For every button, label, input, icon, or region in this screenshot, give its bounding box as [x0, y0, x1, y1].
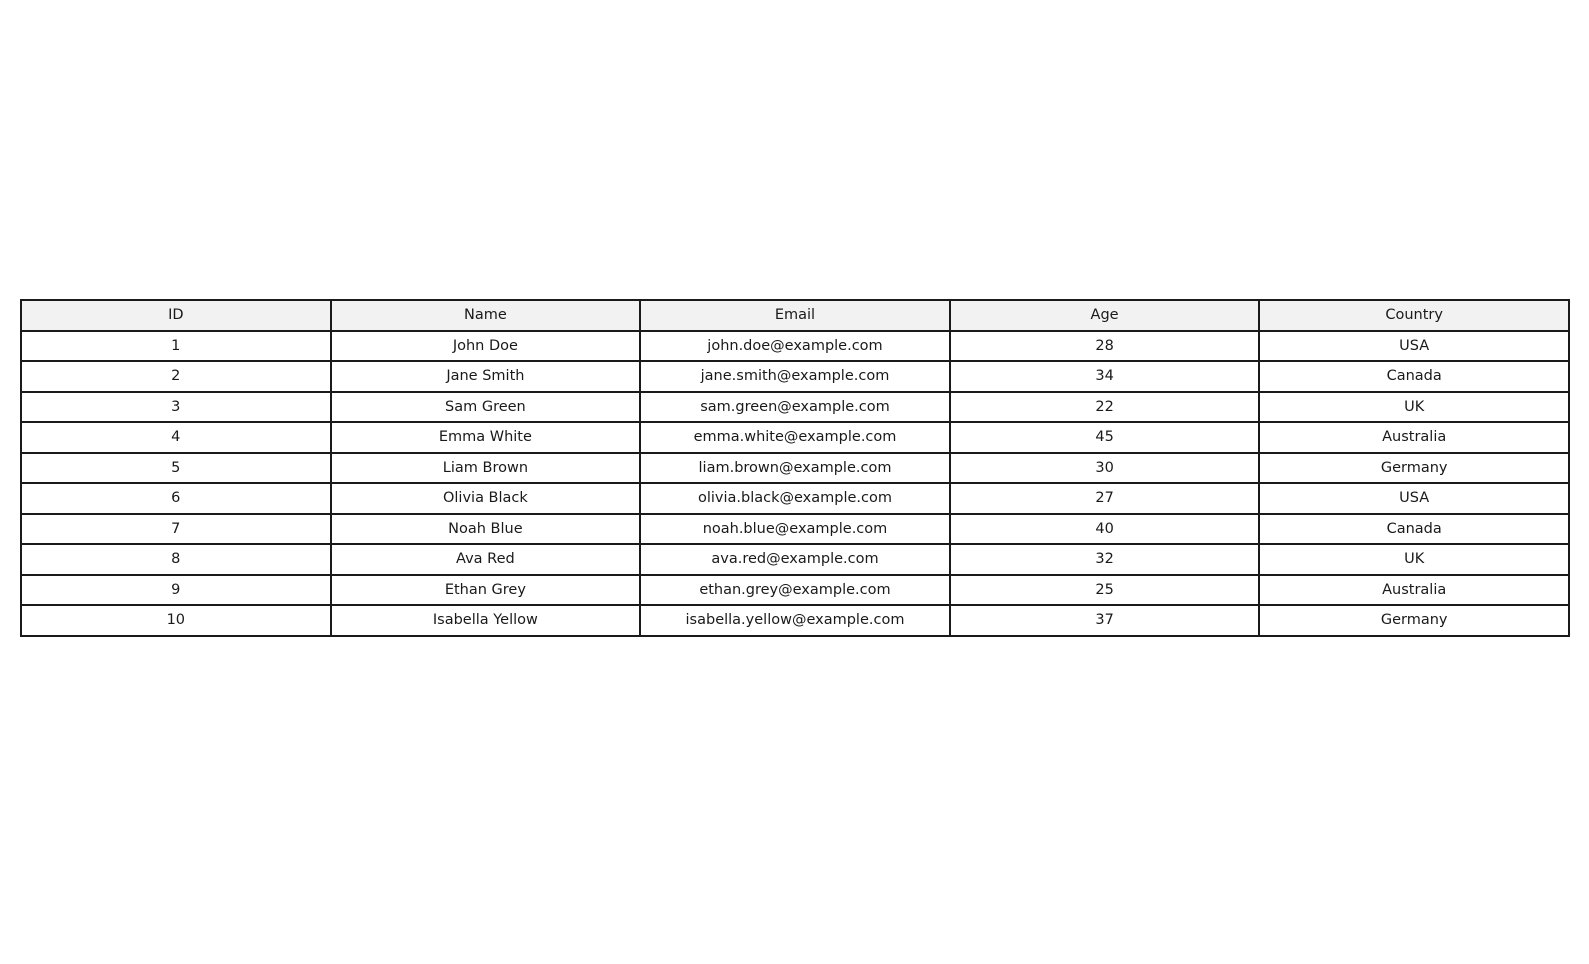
table-cell-country: Germany [1259, 605, 1569, 636]
header-cell-country: Country [1259, 300, 1569, 331]
table-cell-email: ethan.grey@example.com [640, 575, 950, 606]
table-row [21, 544, 1569, 575]
table-cell-email: emma.white@example.com [640, 422, 950, 453]
table-cell-id: 2 [21, 361, 331, 392]
table-cell-name: John Doe [331, 331, 641, 362]
table-cell-email: isabella.yellow@example.com [640, 605, 950, 636]
table-cell-email: john.doe@example.com [640, 331, 950, 362]
table-cell-name: Sam Green [331, 392, 641, 423]
table-header [21, 300, 1569, 331]
table-cell-country: UK [1259, 392, 1569, 423]
table-cell-age: 40 [950, 514, 1260, 545]
table-cell-id: 7 [21, 514, 331, 545]
table-cell-id: 9 [21, 575, 331, 606]
table-cell-age: 37 [950, 605, 1260, 636]
table-cell-age: 25 [950, 575, 1260, 606]
table-cell-country: Germany [1259, 453, 1569, 484]
table-cell-name: Emma White [331, 422, 641, 453]
table-cell-id: 3 [21, 392, 331, 423]
table-cell-name: Isabella Yellow [331, 605, 641, 636]
table-cell-name: Ethan Grey [331, 575, 641, 606]
table-cell-country: USA [1259, 331, 1569, 362]
table-cell-email: sam.green@example.com [640, 392, 950, 423]
header-cell-age: Age [950, 300, 1260, 331]
table-row [21, 453, 1569, 484]
table-row [21, 483, 1569, 514]
table-cell-name: Olivia Black [331, 483, 641, 514]
table-cell-id: 5 [21, 453, 331, 484]
table-cell-id: 1 [21, 331, 331, 362]
table-cell-age: 32 [950, 544, 1260, 575]
table-cell-name: Jane Smith [331, 361, 641, 392]
table-cell-country: Canada [1259, 514, 1569, 545]
table-row [21, 392, 1569, 423]
table-cell-email: noah.blue@example.com [640, 514, 950, 545]
table-cell-email: liam.brown@example.com [640, 453, 950, 484]
table-row [21, 422, 1569, 453]
table-row [21, 514, 1569, 545]
table-cell-id: 6 [21, 483, 331, 514]
header-cell-email: Email [640, 300, 950, 331]
table-cell-age: 28 [950, 331, 1260, 362]
table-cell-age: 30 [950, 453, 1260, 484]
table-cell-country: USA [1259, 483, 1569, 514]
table-cell-country: Australia [1259, 422, 1569, 453]
header-cell-id: ID [21, 300, 331, 331]
table-cell-id: 4 [21, 422, 331, 453]
table-cell-age: 22 [950, 392, 1260, 423]
table-row [21, 361, 1569, 392]
data-table [20, 299, 1570, 637]
table-cell-id: 10 [21, 605, 331, 636]
table-cell-country: Australia [1259, 575, 1569, 606]
table-cell-name: Noah Blue [331, 514, 641, 545]
table-cell-country: UK [1259, 544, 1569, 575]
table-cell-email: ava.red@example.com [640, 544, 950, 575]
table-cell-age: 27 [950, 483, 1260, 514]
table-body [21, 331, 1569, 636]
table-row [21, 575, 1569, 606]
header-row [21, 300, 1569, 331]
table-cell-age: 34 [950, 361, 1260, 392]
header-cell-name: Name [331, 300, 641, 331]
table-row [21, 605, 1569, 636]
table-cell-id: 8 [21, 544, 331, 575]
table-cell-country: Canada [1259, 361, 1569, 392]
table-cell-name: Liam Brown [331, 453, 641, 484]
table-cell-email: olivia.black@example.com [640, 483, 950, 514]
table-row [21, 331, 1569, 362]
table-cell-age: 45 [950, 422, 1260, 453]
table-cell-name: Ava Red [331, 544, 641, 575]
table-cell-email: jane.smith@example.com [640, 361, 950, 392]
